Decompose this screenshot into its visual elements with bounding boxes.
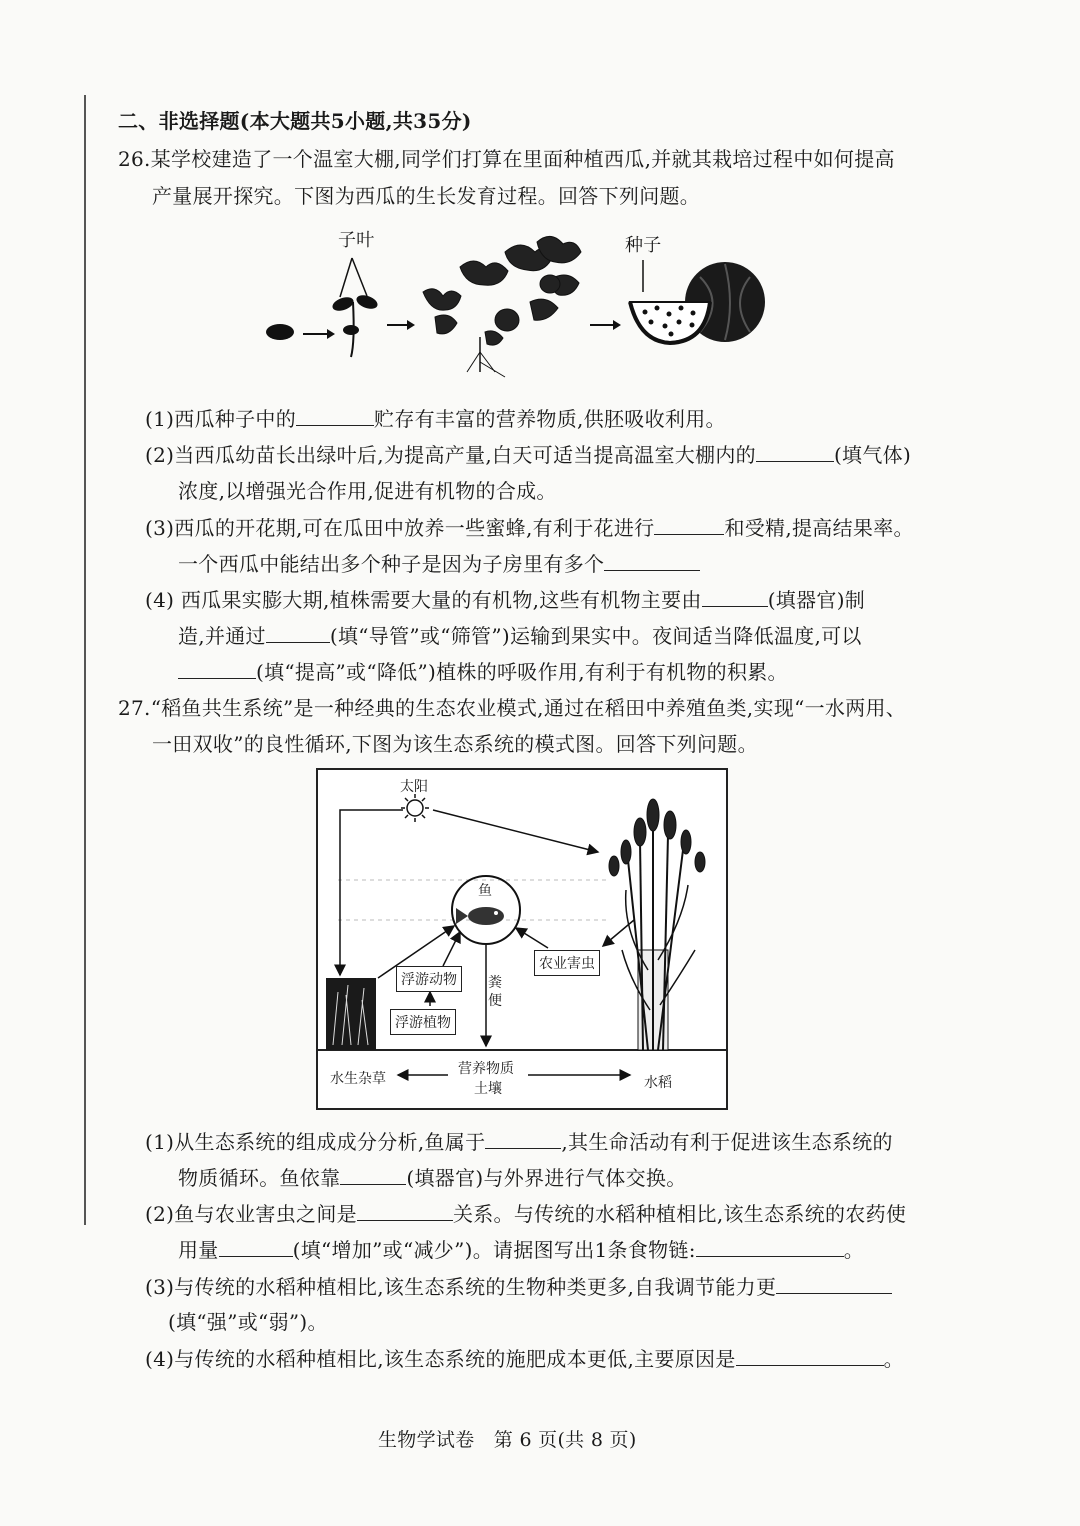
label-aquatic-weeds: 水生杂草	[330, 1071, 386, 1087]
answer-blank[interactable]	[178, 658, 256, 679]
box-agricultural-pests: 农业害虫	[534, 950, 600, 976]
answer-blank[interactable]	[219, 1236, 293, 1257]
rice-plant-image	[609, 799, 705, 1050]
q27-part2-cont: 用量 (填“增加”或“减少”)。请据图写出1条食物链: 。	[178, 1238, 865, 1262]
sun-icon	[401, 794, 429, 822]
box-zooplankton: 浮游动物	[396, 966, 462, 992]
label-sun: 太阳	[400, 779, 428, 795]
box-phytoplankton: 浮游植物	[390, 1009, 456, 1035]
q27-stem-line2: 一田双收”的良性循环,下图为该生态系统的模式图。回答下列问题。	[152, 732, 758, 756]
q26-part2-cont: 浓度,以增强光合作用,促进有机物的合成。	[178, 479, 557, 503]
binding-margin-line	[84, 95, 86, 1225]
seedling-drawing	[331, 258, 380, 357]
q27-part1-cont: 物质循环。鱼依靠 (填器官)与外界进行气体交换。	[178, 1166, 687, 1190]
q26-part3: (3)西瓜的开花期,可在瓜田中放养一些蜜蜂,有利于花进行 和受精,提高结果率。	[145, 516, 914, 540]
answer-blank[interactable]	[756, 441, 834, 462]
answer-blank[interactable]	[266, 622, 330, 643]
q26-part2: (2)当西瓜幼苗长出绿叶后,为提高产量,白天可适当提高温室大棚内的 (填气体)	[145, 443, 912, 467]
q27-part3-cont: (填“强”或“弱”)。	[168, 1310, 328, 1334]
answer-blank[interactable]	[485, 1128, 561, 1149]
q26-stem-line2: 产量展开探究。下图为西瓜的生长发育过程。回答下列问题。	[152, 184, 701, 208]
label-nutrients: 营养物质	[458, 1061, 514, 1077]
q27-part3: (3)与传统的水稻种植相比,该生态系统的生物种类更多,自我调节能力更	[145, 1273, 892, 1300]
q27-part2: (2)鱼与农业害虫之间是 关系。与传统的水稻种植相比,该生态系统的农药使	[145, 1202, 907, 1226]
rice-fish-diagram	[316, 768, 728, 1110]
answer-blank[interactable]	[776, 1273, 892, 1294]
q27-stem-line1: 27.“稻鱼共生系统”是一种经典的生态农业模式,通过在稻田中养殖鱼类,实现“一水两用、	[118, 696, 907, 720]
section-title: 二、非选择题(本大题共5小题,共35分)	[118, 109, 472, 133]
vine-plant-drawing	[423, 236, 581, 377]
answer-blank[interactable]	[736, 1345, 884, 1366]
watermelon-growth-figure	[255, 222, 785, 392]
food-chain-blank[interactable]	[696, 1236, 844, 1257]
seed-drawing	[266, 324, 294, 340]
label-fish: 鱼	[478, 883, 492, 899]
q26-part4: (4) 西瓜果实膨大期,植株需要大量的有机物,这些有机物主要由 (填器官)制	[145, 588, 866, 612]
fig-label-cotyledon: 子叶	[338, 230, 375, 251]
page-footer: 生物学试卷 第 6 页(共 8 页)	[378, 1429, 637, 1451]
q27-part1: (1)从生态系统的组成成分分析,鱼属于 ,其生命活动有利于促进该生态系统的	[145, 1130, 893, 1154]
fig-label-seed: 种子	[625, 235, 662, 256]
q26-part4-cont2: (填“提高”或“降低”)植株的呼吸作用,有利于有机物的积累。	[178, 658, 788, 685]
answer-blank[interactable]	[604, 550, 700, 571]
answer-blank[interactable]	[702, 586, 768, 607]
answer-blank[interactable]	[340, 1164, 406, 1185]
q26-part1: (1)西瓜种子中的 贮存有丰富的营养物质,供胚吸收利用。	[145, 407, 726, 431]
q26-part4-cont: 造,并通过 (填“导管”或“筛管”)运输到果实中。夜间适当降低温度,可以	[178, 624, 862, 648]
answer-blank[interactable]	[296, 405, 374, 426]
answer-blank[interactable]	[654, 514, 724, 535]
fish-icon	[456, 907, 504, 925]
answer-blank[interactable]	[357, 1200, 453, 1221]
label-feces: 粪便	[488, 975, 502, 1009]
q26-stem-line1: 26.某学校建造了一个温室大棚,同学们打算在里面种植西瓜,并就其栽培过程中如何提高	[118, 147, 895, 171]
label-rice: 水稻	[644, 1075, 672, 1091]
label-soil: 土壤	[474, 1081, 502, 1097]
aquatic-weeds-image	[326, 978, 376, 1050]
watermelon-drawing	[630, 260, 765, 343]
q26-part3-cont: 一个西瓜中能结出多个种子是因为子房里有多个	[178, 550, 700, 577]
q27-part4: (4)与传统的水稻种植相比,该生态系统的施肥成本更低,主要原因是 。	[145, 1347, 904, 1371]
